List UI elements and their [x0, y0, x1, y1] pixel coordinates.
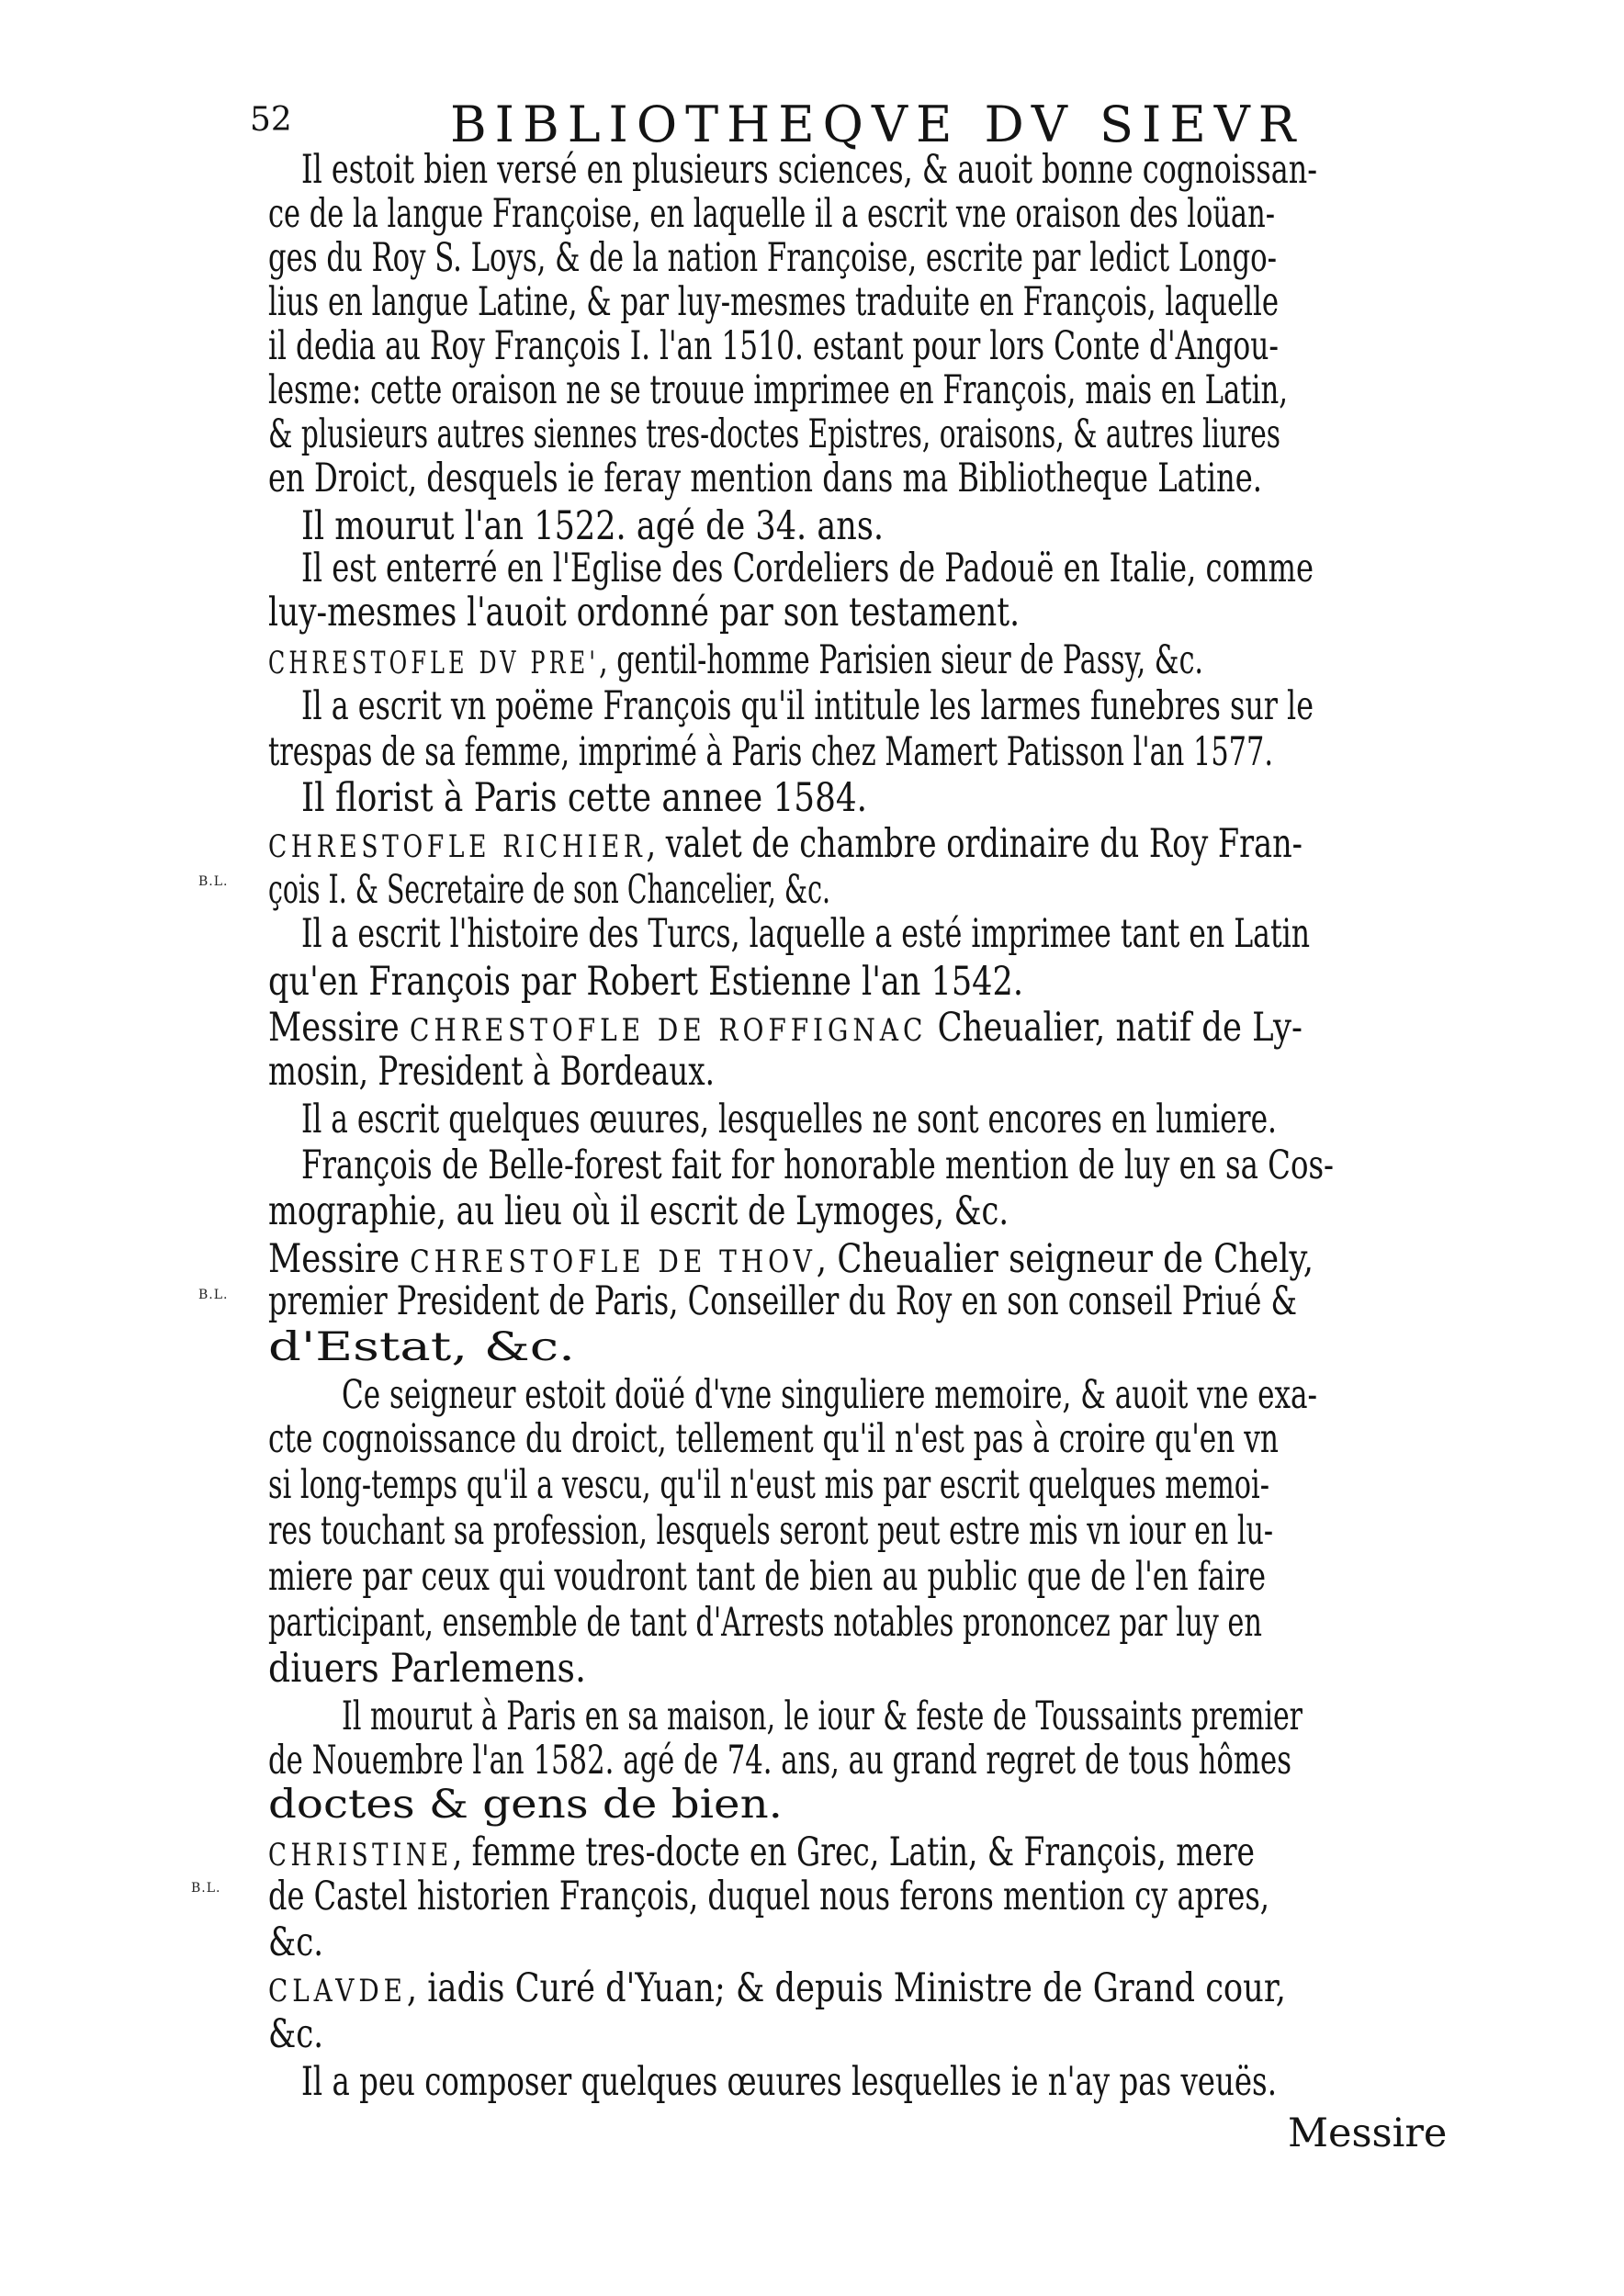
text-line: [301, 2059, 1277, 2105]
line-text: de Castel historien François, duquel nous ferons mention cy apres,: [268, 1874, 1269, 1919]
text-line: [268, 1049, 715, 1095]
text-line: [301, 775, 867, 821]
line-text: diuers Parlemens.: [268, 1646, 586, 1692]
text-line: [301, 911, 1310, 957]
line-text: doctes & gens de bien.: [268, 1782, 783, 1828]
line-text: Il estoit bien versé en plusieurs sciences, & auoit bonne cognoissan-: [301, 147, 1317, 193]
line-text: ce de la langue Françoise, en laquelle il a escrit vne oraison des loüan-: [268, 191, 1275, 237]
text-line: [301, 546, 1314, 591]
line-text: d'Estat, &c.: [268, 1324, 575, 1370]
line-text: & plusieurs autres siennes tres-doctes Epistres, oraisons, & autres liures: [268, 411, 1280, 457]
margin-note: B.L.: [198, 1288, 229, 1302]
line-text: qu'en François par Robert Estienne l'an 1542.: [268, 959, 1023, 1005]
line-text: res touchant sa profession, lesquels seront peut estre mis vn iour en lu-: [268, 1508, 1273, 1554]
line-text: en Droict, desquels ie feray mention dans ma Bibliotheque Latine.: [268, 456, 1262, 501]
line-text: mosin, President à Bordeaux.: [268, 1049, 715, 1095]
line-text: de Nouembre l'an 1582. agé de 74. ans, au grand regret de tous hômes: [268, 1738, 1291, 1784]
line-text: luy-mesmes l'auoit ordonné par son testament.: [268, 590, 1020, 636]
line-text: participant, ensemble de tant d'Arrests notables prononcez par luy en: [268, 1600, 1262, 1646]
text-line: [301, 1097, 1277, 1142]
line-text: François de Belle-forest fait for honorable mention de luy en sa Cos-: [301, 1142, 1334, 1188]
line-text: &c.: [268, 2011, 323, 2057]
line-text: , Cheualier seigneur de Chely,: [816, 1236, 1314, 1282]
entry-prefix: Messire: [268, 1005, 411, 1051]
text-line: [268, 590, 1020, 636]
text-line: [268, 1188, 1009, 1234]
line-text: premier President de Paris, Conseiller du Roy en son conseil Priué &: [268, 1278, 1297, 1324]
line-text: Il florist à Paris cette annee 1584.: [301, 775, 867, 821]
text-line: [268, 1462, 1269, 1508]
entry-prefix: Messire: [268, 1236, 411, 1282]
line-text: mographie, au lieu où il escrit de Lymoges, &c.: [268, 1188, 1009, 1234]
text-line: [342, 1372, 1317, 1418]
line-text: lesme: cette oraison ne se trouue imprimee en François, mais en Latin,: [268, 367, 1288, 413]
line-text: , iadis Curé d'Yuan; & depuis Ministre de Grand cour,: [406, 1965, 1286, 2011]
line-text: si long-temps qu'il a vescu, qu'il n'eust mis par escrit quelques memoi-: [268, 1462, 1269, 1508]
line-text: &c.: [268, 1919, 323, 1965]
line-text: Ce seigneur estoit doüé d'vne singuliere memoire, & auoit vne exa-: [342, 1372, 1317, 1418]
line-text: , valet de chambre ordinaire du Roy Fran-: [646, 821, 1303, 867]
text-line: [268, 1965, 1286, 2014]
text-line: [268, 1782, 783, 1828]
text-line: [342, 1694, 1303, 1739]
text-line: [268, 323, 1279, 369]
text-line: [268, 279, 1279, 325]
text-line: [268, 1919, 323, 1965]
text-line: [268, 1829, 1255, 1878]
text-line: [268, 1600, 1262, 1646]
running-head: BIBLIOTHEQVE DV SIEVR: [450, 96, 1304, 153]
line-text: Il a peu composer quelques œuures lesquelles ie n'ay pas veuës.: [301, 2059, 1277, 2105]
text-line: [268, 1554, 1266, 1600]
text-line: [268, 1005, 1303, 1053]
text-line: [268, 1416, 1279, 1462]
text-line: [268, 1278, 1297, 1324]
text-line: [268, 729, 1273, 775]
line-text: trespas de sa femme, imprimé à Paris chez Mamert Patisson l'an 1577.: [268, 729, 1273, 775]
text-line: [301, 1142, 1334, 1188]
text-line: [268, 1324, 575, 1370]
text-line: [268, 637, 1203, 686]
entry-name: CLAVDE: [268, 1973, 407, 2009]
text-line: [268, 1646, 586, 1692]
text-line: [301, 503, 884, 549]
text-line: [268, 456, 1262, 501]
text-line: [268, 1738, 1291, 1784]
line-text: , gentil-homme Parisien sieur de Passy, &c.: [599, 637, 1203, 683]
line-text: il dedia au Roy François I. l'an 1510. estant pour lors Conte d'Angou-: [268, 323, 1279, 369]
line-text: Il a escrit quelques œuures, lesquelles ne sont encores en lumiere.: [301, 1097, 1277, 1142]
line-text: Il mourut l'an 1522. agé de 34. ans.: [301, 503, 884, 549]
line-text: lius en langue Latine, & par luy-mesmes traduite en François, laquelle: [268, 279, 1279, 325]
margin-note: B.L.: [191, 1881, 221, 1896]
text-line: [268, 367, 1288, 413]
line-text: Il est enterré en l'Eglise des Cordeliers de Padouë en Italie, comme: [301, 546, 1314, 591]
entry-name: CHRESTOFLE DE ROFFIGNAC: [410, 1012, 928, 1049]
text-line: [268, 1508, 1273, 1554]
text-line: [268, 2011, 323, 2057]
text-line: [268, 821, 1303, 870]
line-text: Il mourut à Paris en sa maison, le iour & feste de Toussaints premier: [342, 1694, 1303, 1739]
text-line: [268, 191, 1275, 237]
text-line: [301, 147, 1317, 193]
text-line: [268, 867, 830, 913]
entry-name: CHRESTOFLE DE THOV: [410, 1244, 817, 1280]
text-line: [301, 683, 1314, 729]
catchword: Messire: [1288, 2110, 1448, 2156]
line-text: , femme tres-docte en Grec, Latin, & François, mere: [452, 1829, 1255, 1875]
margin-note: B.L.: [198, 874, 229, 889]
text-line: [268, 235, 1277, 281]
text-line: [268, 411, 1280, 457]
line-text: miere par ceux qui voudront tant de bien au public que de l'en faire: [268, 1554, 1266, 1600]
line-text: çois I. & Secretaire de son Chancelier, &c.: [268, 867, 830, 913]
entry-name: CHRISTINE: [268, 1837, 453, 1874]
entry-name: CHRESTOFLE DV PRE': [268, 645, 600, 681]
page-number: 52: [250, 101, 292, 139]
line-text: cte cognoissance du droict, tellement qu'il n'est pas à croire qu'en vn: [268, 1416, 1279, 1462]
text-line: [268, 959, 1023, 1005]
line-text: Cheualier, natif de Ly-: [927, 1005, 1303, 1051]
line-text: Il a escrit l'histoire des Turcs, laquelle a esté imprimee tant en Latin: [301, 911, 1310, 957]
text-line: [268, 1874, 1269, 1919]
line-text: Il a escrit vn poëme François qu'il intitule les larmes funebres sur le: [301, 683, 1314, 729]
line-text: ges du Roy S. Loys, & de la nation Françoise, escrite par ledict Longo-: [268, 235, 1277, 281]
entry-name: CHRESTOFLE RICHIER: [268, 828, 647, 865]
